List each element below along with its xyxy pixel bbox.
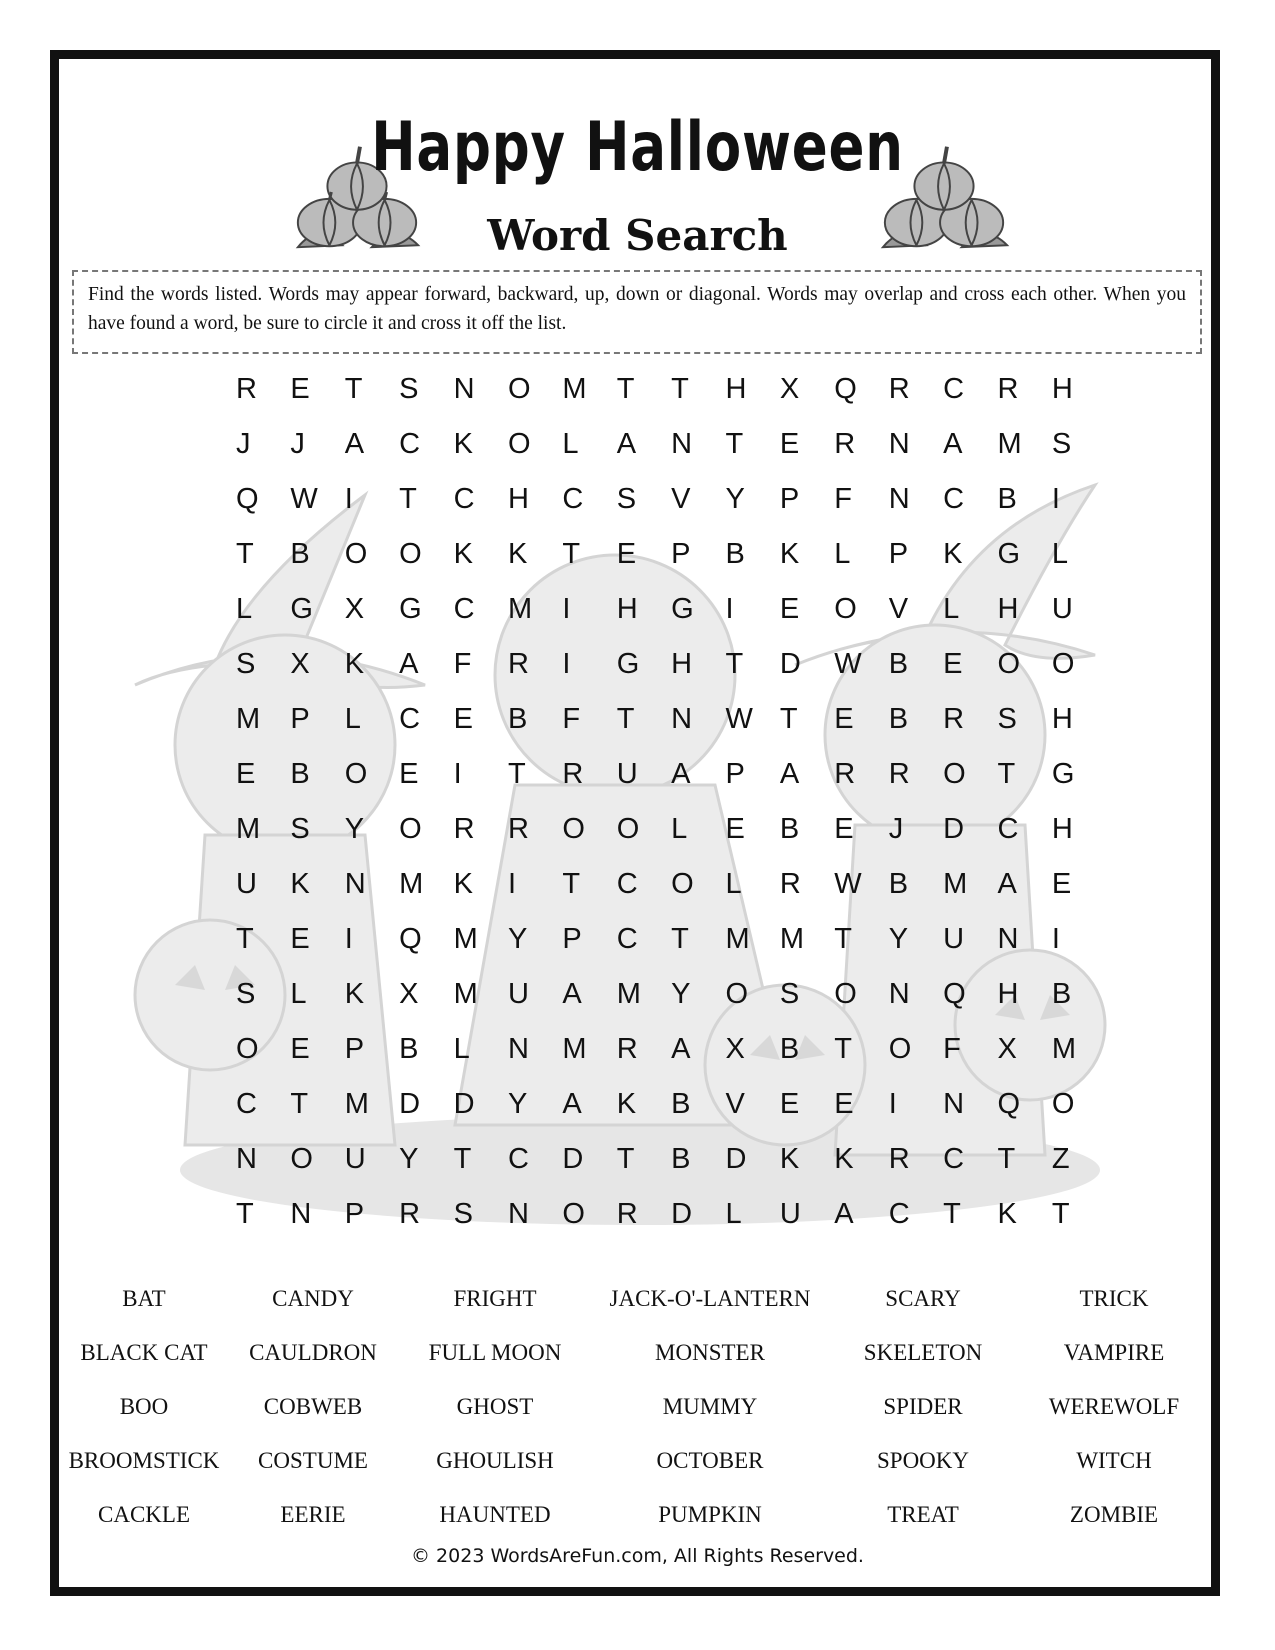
grid-letter[interactable]: P (671, 538, 691, 570)
grid-letter[interactable]: W (290, 483, 318, 515)
word-list-item: CANDY (272, 1286, 354, 1311)
grid-letter[interactable]: D (562, 1143, 584, 1175)
grid-letter[interactable]: E (290, 373, 310, 405)
grid-letter[interactable]: Q (399, 923, 422, 955)
grid-letter[interactable]: R (616, 1033, 638, 1065)
grid-letter[interactable]: N (888, 428, 910, 460)
grid-letter[interactable]: O (943, 758, 966, 790)
word-list-row (62, 1488, 1212, 1542)
grid-letter[interactable]: O (834, 593, 857, 625)
word-list-row (62, 1272, 1212, 1326)
grid-letter[interactable]: Y (344, 813, 365, 845)
grid-letter[interactable]: P (888, 538, 909, 570)
grid-letter[interactable]: O (725, 978, 749, 1010)
grid-letter[interactable]: E (453, 703, 473, 735)
grid-letter[interactable]: I (344, 923, 353, 955)
grid-letter[interactable]: A (997, 868, 1017, 900)
word-list-item: OCTOBER (656, 1448, 764, 1473)
grid-letter[interactable]: T (616, 703, 635, 735)
word-list-item: MUMMY (662, 1394, 758, 1419)
grid-letter[interactable]: R (616, 1198, 638, 1230)
grid-letter[interactable]: O (290, 1143, 313, 1175)
grid-letter[interactable]: A (344, 428, 365, 460)
grid-letter[interactable]: E (779, 593, 800, 625)
grid-letter[interactable]: R (834, 758, 856, 790)
word-list-row (62, 1434, 1212, 1488)
grid-letter[interactable]: S (997, 703, 1017, 735)
grid-letter[interactable]: L (562, 428, 579, 460)
grid-letter[interactable]: I (344, 483, 353, 515)
grid-letter[interactable]: K (453, 538, 473, 570)
word-list-item: FRIGHT (453, 1286, 537, 1311)
grid-letter[interactable]: O (344, 538, 368, 570)
grid-letter[interactable]: H (507, 483, 529, 515)
grid-letter[interactable]: R (779, 868, 801, 900)
grid-letter[interactable]: F (562, 703, 581, 735)
instructions-box: Find the words listed. Words may appear forward, backward, up, down or diagonal. Words may overlap and cross each other. When you have found a word, be sure to circle it and cross it off the list. (72, 270, 1202, 354)
grid-letter[interactable]: H (671, 648, 693, 680)
grid-letter[interactable]: T (236, 1198, 254, 1230)
grid-letter[interactable]: G (1051, 758, 1075, 790)
grid-letter[interactable]: C (507, 1143, 529, 1175)
word-list-item: WEREWOLF (1048, 1394, 1180, 1419)
grid-letter[interactable]: T (1051, 1198, 1070, 1230)
grid-letter[interactable]: K (616, 1088, 637, 1120)
grid-letter[interactable]: B (888, 703, 909, 735)
grid-letter[interactable]: I (562, 648, 571, 680)
grid-letter[interactable]: M (616, 978, 641, 1010)
grid-letter[interactable]: O (1051, 648, 1075, 680)
grid-letter[interactable]: U (779, 1198, 801, 1230)
grid-letter[interactable]: L (344, 703, 361, 735)
grid-letter[interactable]: W (725, 703, 753, 735)
word-list-item: MONSTER (655, 1340, 765, 1365)
grid-letter[interactable]: Y (725, 483, 745, 515)
grid-letter[interactable]: E (779, 1088, 800, 1120)
grid-letter[interactable]: I (888, 1088, 897, 1120)
grid-letter[interactable]: B (507, 703, 528, 735)
word-list-item: JACK-O'-LANTERN (609, 1286, 811, 1311)
grid-letter[interactable]: E (834, 1088, 854, 1120)
grid-letter[interactable]: R (997, 373, 1019, 405)
grid-letter[interactable]: C (616, 923, 638, 955)
grid-letter[interactable]: X (997, 1033, 1017, 1065)
grid-letter[interactable]: N (671, 428, 693, 460)
grid-letter[interactable]: F (834, 483, 853, 515)
grid-letter[interactable]: I (562, 593, 571, 625)
grid-letter[interactable]: T (507, 758, 526, 790)
grid-letter[interactable]: B (290, 538, 310, 570)
grid-letter[interactable]: S (290, 813, 310, 845)
grid-letter[interactable]: D (671, 1198, 693, 1230)
word-list-item: TREAT (887, 1502, 959, 1527)
grid-letter[interactable]: U (943, 923, 965, 955)
word-list-item: BOO (119, 1394, 169, 1419)
grid-letter[interactable]: L (834, 538, 851, 570)
word-list-item: HAUNTED (439, 1502, 551, 1527)
grid-letter[interactable]: C (943, 1143, 965, 1175)
word-list-item: SCARY (885, 1286, 961, 1311)
grid-letter[interactable]: X (779, 373, 800, 405)
grid-letter[interactable]: Y (507, 923, 528, 955)
grid-letter[interactable]: S (236, 978, 256, 1010)
word-list-item: WITCH (1076, 1448, 1152, 1473)
grid-letter[interactable]: E (834, 703, 854, 735)
grid-letter[interactable]: O (562, 1198, 585, 1230)
grid-letter[interactable]: M (453, 978, 478, 1010)
grid-letter[interactable]: V (725, 1088, 745, 1120)
grid-letter[interactable]: R (888, 758, 910, 790)
grid-letter[interactable]: A (399, 648, 419, 680)
grid-letter[interactable]: H (1051, 703, 1073, 735)
grid-letter[interactable]: T (562, 868, 581, 900)
grid-letter[interactable]: T (562, 538, 581, 570)
grid-letter[interactable]: M (725, 923, 750, 955)
grid-letter[interactable]: H (1051, 373, 1073, 405)
grid-letter[interactable]: B (779, 813, 800, 845)
word-list-item: EERIE (280, 1502, 346, 1527)
word-list (62, 1272, 1212, 1542)
grid-letter[interactable]: T (725, 648, 744, 680)
word-list-item: ZOMBIE (1069, 1502, 1159, 1527)
grid-letter[interactable]: S (616, 483, 637, 515)
grid-letter[interactable]: U (1051, 593, 1073, 625)
grid-letter[interactable]: T (997, 1143, 1016, 1175)
grid-letter[interactable]: N (997, 923, 1019, 955)
grid-letter[interactable]: E (236, 758, 256, 790)
grid-letter[interactable]: A (671, 1033, 691, 1065)
grid-letter[interactable]: Z (1051, 1143, 1070, 1175)
word-list-item: GHOULISH (436, 1448, 554, 1473)
grid-letter[interactable]: U (236, 868, 257, 900)
word-list-item: COSTUME (258, 1448, 368, 1473)
grid-letter[interactable]: S (399, 373, 419, 405)
grid-letter[interactable]: B (1051, 978, 1072, 1010)
grid-letter[interactable]: A (779, 758, 800, 790)
copyright-footer: © 2023 WordsAreFun.com, All Rights Reserved. (411, 1545, 864, 1567)
grid-letter[interactable]: O (399, 813, 422, 845)
grid-letter[interactable]: N (290, 1198, 312, 1230)
grid-letter[interactable]: K (507, 538, 528, 570)
word-list-row (62, 1380, 1212, 1434)
grid-letter[interactable]: C (399, 703, 421, 735)
grid-letter[interactable]: O (671, 868, 694, 900)
grid-letter[interactable]: E (1051, 868, 1072, 900)
grid-letter[interactable]: K (997, 1198, 1017, 1230)
grid-letter[interactable]: T (997, 758, 1016, 790)
grid-letter[interactable]: L (943, 593, 960, 625)
grid-letter[interactable]: X (399, 978, 419, 1010)
grid-letter[interactable]: H (997, 593, 1019, 625)
grid-letter[interactable]: K (943, 538, 963, 570)
grid-letter[interactable]: H (725, 373, 747, 405)
page-title: Happy Halloween (371, 108, 904, 187)
grid-letter[interactable]: O (507, 428, 531, 460)
grid-letter[interactable]: T (671, 373, 689, 405)
grid-letter[interactable]: R (507, 648, 529, 680)
grid-letter[interactable]: J (236, 428, 251, 460)
grid-letter[interactable]: T (671, 923, 689, 955)
grid-letter[interactable]: R (888, 373, 910, 405)
grid-letter[interactable]: O (1051, 1088, 1075, 1120)
grid-letter[interactable]: M (344, 1088, 369, 1120)
page-subtitle: Word Search (487, 211, 788, 260)
word-list-item: SPOOKY (876, 1448, 970, 1473)
grid-letter[interactable]: C (453, 483, 475, 515)
grid-letter[interactable]: L (725, 1198, 742, 1230)
grid-letter[interactable]: V (888, 593, 909, 625)
grid-letter[interactable]: D (943, 813, 965, 845)
grid-letter[interactable]: X (290, 648, 310, 680)
grid-letter[interactable]: T (616, 1143, 635, 1175)
grid-letter[interactable]: P (344, 1198, 365, 1230)
grid-letter[interactable]: Y (507, 1088, 528, 1120)
grid-letter[interactable]: D (399, 1088, 421, 1120)
grid-letter[interactable]: B (290, 758, 310, 790)
grid-letter[interactable]: N (671, 703, 693, 735)
grid-letter[interactable]: G (671, 593, 694, 625)
grid-letter[interactable]: N (236, 1143, 257, 1175)
word-list-item: BROOMSTICK (68, 1448, 220, 1473)
grid-letter[interactable]: N (943, 1088, 965, 1120)
grid-letter[interactable]: M (943, 868, 968, 900)
grid-letter[interactable]: W (834, 648, 862, 680)
grid-letter[interactable]: H (1051, 813, 1073, 845)
grid-letter[interactable]: B (671, 1088, 691, 1120)
grid-letter[interactable]: A (671, 758, 691, 790)
grid-letter[interactable]: R (834, 428, 856, 460)
grid-letter[interactable]: P (725, 758, 745, 790)
grid-letter[interactable]: A (834, 1198, 854, 1230)
grid-letter[interactable]: K (834, 1143, 854, 1175)
grid-letter[interactable]: A (562, 978, 582, 1010)
grid-letter[interactable]: P (344, 1033, 365, 1065)
grid-letter[interactable]: L (290, 978, 307, 1010)
grid-letter[interactable]: L (236, 593, 253, 625)
grid-letter[interactable]: R (236, 373, 257, 405)
grid-letter[interactable]: K (453, 428, 473, 460)
grid-letter[interactable]: I (453, 758, 462, 790)
grid-letter[interactable]: U (344, 1143, 366, 1175)
grid-letter[interactable]: B (779, 1033, 800, 1065)
word-list-item: BAT (122, 1286, 166, 1311)
grid-letter[interactable]: R (888, 1143, 910, 1175)
grid-letter[interactable]: J (888, 813, 904, 845)
grid-letter[interactable]: L (453, 1033, 470, 1065)
grid-letter[interactable]: Y (888, 923, 909, 955)
word-list-item: GHOST (456, 1394, 534, 1419)
grid-letter[interactable]: N (507, 1198, 529, 1230)
grid-letter[interactable]: B (888, 648, 909, 680)
grid-letter[interactable]: S (1051, 428, 1072, 460)
grid-letter[interactable]: O (834, 978, 857, 1010)
grid-letter[interactable]: O (562, 813, 585, 845)
grid-letter[interactable]: M (779, 923, 805, 955)
grid-letter[interactable]: N (888, 978, 910, 1010)
grid-letter[interactable]: Y (399, 1143, 419, 1175)
grid-letter[interactable]: O (616, 813, 640, 845)
grid-letter[interactable]: E (834, 813, 854, 845)
grid-letter[interactable]: G (616, 648, 640, 680)
grid-letter[interactable]: Y (671, 978, 691, 1010)
grid-letter[interactable]: M (1051, 1033, 1077, 1065)
grid-letter[interactable]: C (943, 483, 965, 515)
grid-letter[interactable]: M (562, 1033, 587, 1065)
grid-letter[interactable]: I (1051, 923, 1060, 955)
grid-letter[interactable]: C (562, 483, 584, 515)
grid-letter[interactable]: G (290, 593, 313, 625)
grid-letter[interactable]: K (779, 1143, 800, 1175)
grid-letter[interactable]: I (725, 593, 734, 625)
grid-letter[interactable]: T (834, 923, 853, 955)
grid-letter[interactable]: L (1051, 538, 1068, 570)
word-list-item: SKELETON (863, 1340, 983, 1365)
grid-letter[interactable]: S (453, 1198, 473, 1230)
grid-letter[interactable]: L (671, 813, 688, 845)
grid-letter[interactable]: Q (236, 483, 259, 515)
grid-letter[interactable]: F (943, 1033, 961, 1065)
letter-grid (220, 362, 1090, 1242)
grid-letter[interactable]: N (888, 483, 910, 515)
grid-letter[interactable]: O (888, 1033, 912, 1065)
grid-letter[interactable]: G (399, 593, 422, 625)
word-list-item: CAULDRON (249, 1340, 377, 1365)
grid-letter[interactable]: A (616, 428, 637, 460)
grid-letter[interactable]: O (399, 538, 422, 570)
grid-letter[interactable]: P (562, 923, 582, 955)
word-list-item: PUMPKIN (658, 1502, 762, 1527)
grid-letter[interactable]: B (399, 1033, 419, 1065)
grid-letter[interactable]: E (399, 758, 419, 790)
grid-letter[interactable]: R (562, 758, 584, 790)
grid-letter[interactable]: T (453, 1143, 472, 1175)
grid-letter[interactable]: C (943, 373, 965, 405)
grid-letter[interactable]: M (507, 593, 533, 625)
grid-letter[interactable]: M (236, 703, 261, 735)
grid-letter[interactable]: U (616, 758, 638, 790)
grid-letter[interactable]: D (779, 648, 801, 680)
word-list-row (62, 1326, 1212, 1380)
grid-letter[interactable]: E (779, 428, 800, 460)
grid-letter[interactable]: M (236, 813, 261, 845)
grid-letter[interactable]: X (344, 593, 365, 625)
grid-letter[interactable]: I (1051, 483, 1060, 515)
word-list-item: VAMPIRE (1063, 1340, 1165, 1365)
grid-letter[interactable]: C (399, 428, 421, 460)
grid-letter[interactable]: L (725, 868, 742, 900)
word-list-item: FULL MOON (428, 1340, 562, 1365)
grid-letter[interactable]: O (344, 758, 368, 790)
grid-letter[interactable]: H (997, 978, 1019, 1010)
grid-letter[interactable]: B (888, 868, 909, 900)
grid-letter[interactable]: O (997, 648, 1021, 680)
grid-letter[interactable]: M (562, 373, 587, 405)
grid-letter[interactable]: Q (997, 1088, 1021, 1120)
grid-letter[interactable]: V (671, 483, 691, 515)
grid-letter[interactable]: K (779, 538, 800, 570)
grid-letter[interactable]: B (725, 538, 745, 570)
grid-letter[interactable]: Q (834, 373, 857, 405)
grid-letter[interactable]: S (236, 648, 256, 680)
grid-letter[interactable]: I (507, 868, 517, 900)
grid-letter[interactable]: F (453, 648, 472, 680)
grid-letter[interactable]: S (779, 978, 800, 1010)
grid-letter[interactable]: T (236, 923, 254, 955)
grid-letter[interactable]: T (236, 538, 254, 570)
grid-letter[interactable]: E (616, 538, 637, 570)
grid-letter[interactable]: T (834, 1033, 853, 1065)
grid-letter[interactable]: T (616, 373, 635, 405)
grid-letter[interactable]: K (344, 978, 365, 1010)
grid-letter[interactable]: E (290, 923, 310, 955)
grid-letter[interactable]: C (236, 1088, 257, 1120)
grid-letter[interactable]: U (507, 978, 529, 1010)
grid-letter[interactable]: N (344, 868, 366, 900)
grid-letter[interactable]: C (888, 1198, 910, 1230)
grid-letter[interactable]: T (290, 1088, 309, 1120)
grid-letter[interactable]: R (507, 813, 529, 845)
grid-letter[interactable]: O (236, 1033, 259, 1065)
grid-letter[interactable]: A (943, 428, 963, 460)
grid-letter[interactable]: J (290, 428, 305, 460)
grid-letter[interactable]: E (725, 813, 745, 845)
word-list-item: BLACK CAT (80, 1340, 208, 1365)
grid-letter[interactable]: T (779, 703, 798, 735)
grid-letter[interactable]: C (453, 593, 475, 625)
grid-letter[interactable]: M (453, 923, 478, 955)
grid-letter[interactable]: E (943, 648, 963, 680)
grid-letter[interactable]: K (290, 868, 310, 900)
grid-letter[interactable]: D (725, 1143, 747, 1175)
grid-letter[interactable]: M (997, 428, 1022, 460)
grid-letter[interactable]: R (399, 1198, 421, 1230)
word-list-item: TRICK (1079, 1286, 1149, 1311)
grid-letter[interactable]: M (399, 868, 424, 900)
grid-letter[interactable]: K (453, 868, 473, 900)
word-list-item: CACKLE (98, 1502, 190, 1527)
grid-letter[interactable]: R (453, 813, 475, 845)
grid-letter[interactable]: X (725, 1033, 745, 1065)
grid-letter[interactable]: W (834, 868, 862, 900)
grid-letter[interactable]: T (344, 373, 363, 405)
grid-letter[interactable]: P (290, 703, 310, 735)
grid-letter[interactable]: R (943, 703, 965, 735)
grid-letter[interactable]: O (507, 373, 531, 405)
word-list-item: COBWEB (263, 1394, 363, 1419)
grid-letter[interactable]: T (725, 428, 744, 460)
grid-letter[interactable]: K (344, 648, 365, 680)
grid-letter[interactable]: B (671, 1143, 691, 1175)
grid-letter[interactable]: T (399, 483, 417, 515)
grid-letter[interactable]: E (290, 1033, 310, 1065)
grid-letter[interactable]: C (997, 813, 1019, 845)
grid-letter[interactable]: N (507, 1033, 529, 1065)
grid-letter[interactable]: N (453, 373, 475, 405)
grid-letter[interactable]: A (562, 1088, 582, 1120)
grid-letter[interactable]: T (943, 1198, 961, 1230)
grid-letter[interactable]: C (616, 868, 638, 900)
grid-letter[interactable]: Q (943, 978, 966, 1010)
grid-letter[interactable]: P (779, 483, 800, 515)
grid-letter[interactable]: B (997, 483, 1017, 515)
grid-letter[interactable]: G (997, 538, 1021, 570)
grid-letter[interactable]: H (616, 593, 638, 625)
grid-letter[interactable]: D (453, 1088, 475, 1120)
word-list-item: SPIDER (883, 1394, 963, 1419)
